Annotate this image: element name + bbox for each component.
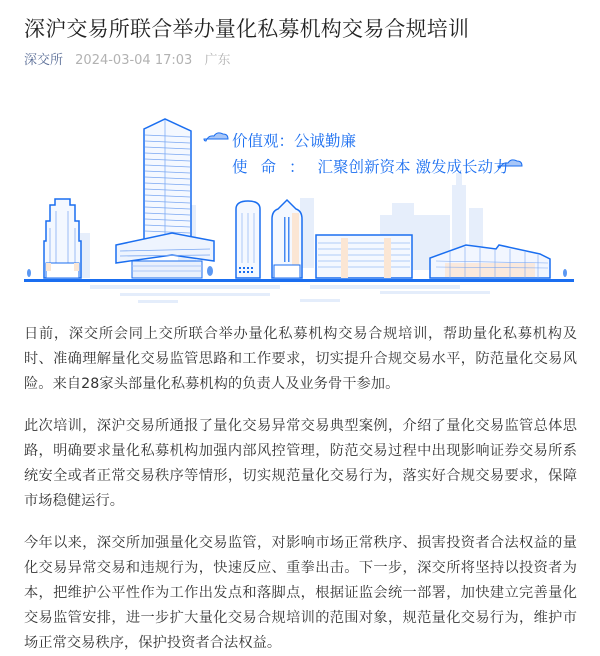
article-meta <box>24 51 577 71</box>
source-link[interactable]: 深交所 <box>24 53 64 68</box>
paragraph: 今年以来，深交所加强量化交易监管，对影响市场正常秩序、损害投资者合法权益的量化交易异常交易和违规行为，快速反应、重拳出击。下一步，深交所将坚持以投资者为本，把维护公平性作为工作出发点和落脚点，根据证监会统一部署，加快建立完善量化交易监管安排，进一步扩大量化交易合规培训的范围对象，规范量化交易行为，维护市场正常交易秩序，保护投资者合法权益。 <box>24 535 577 651</box>
values-text: 公诚勤廉 <box>294 132 357 150</box>
mission-text: 汇聚创新资本 激发成长动力 <box>317 158 509 176</box>
paragraph: 此次培训，深沪交易所通报了量化交易异常交易典型案例，介绍了量化交易监管总体思路，明确要求量化私募机构加强内部风控管理，防范交易过程中出现影响证券交易所系统安全或者正常交易秩序等情形，切实规范量化交易行为，落实好合规交易要求，保障市场稳健运行。 <box>24 418 577 509</box>
ground-line <box>24 279 574 282</box>
article-body <box>24 322 577 656</box>
city-skyline-illustration <box>20 93 580 308</box>
mission-slogan <box>232 157 508 177</box>
paragraph: 日前，深交所会同上交所联合举办量化私募机构交易合规培训，帮助量化私募机构及时、准确理解量化交易监管思路和工作要求，切实提升合规交易水平，防范量化交易风险。来自28家头部量化私募机构的负责人及业务骨干参加。 <box>24 326 577 392</box>
banner-image <box>20 93 580 308</box>
cloud-icon <box>204 133 228 141</box>
article-title: 深沪交易所联合举办量化私募机构交易合规培训 <box>24 17 470 41</box>
mission-label: 使命： <box>232 158 318 176</box>
values-slogan <box>232 131 356 151</box>
publish-location: 广东 <box>204 53 231 68</box>
values-label: 价值观： <box>232 132 295 150</box>
publish-time: 2024-03-04 17:03 <box>75 53 193 68</box>
